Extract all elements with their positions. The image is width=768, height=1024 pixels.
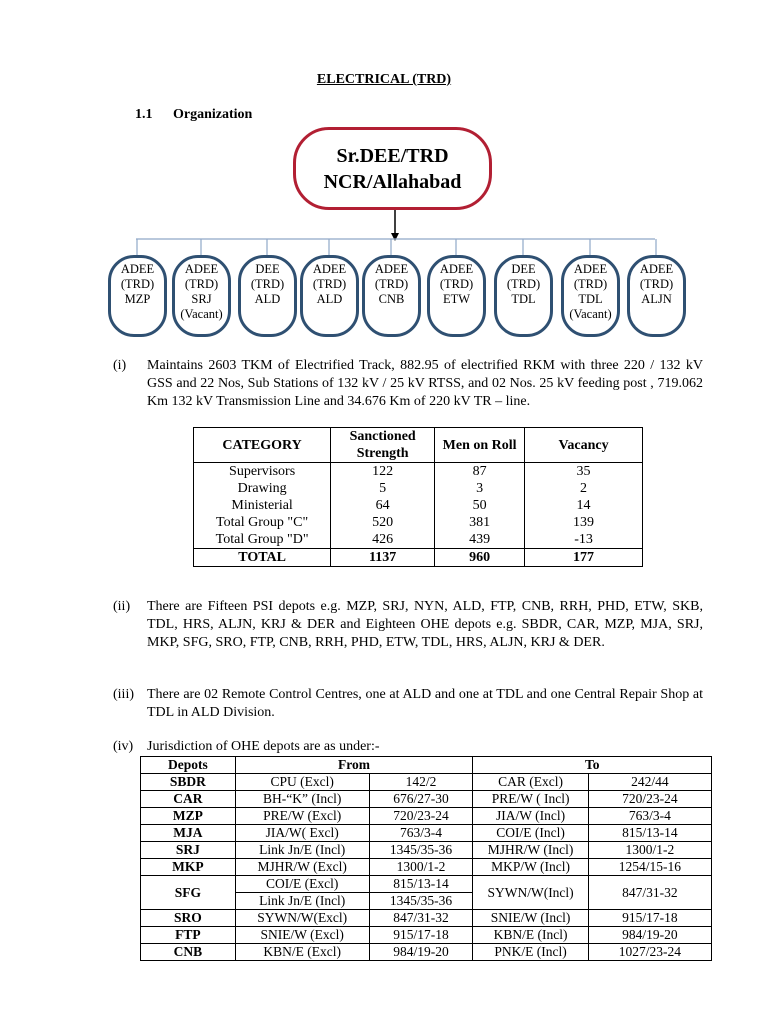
table-row: [141, 825, 712, 842]
org-node-line: (TRD): [374, 277, 409, 291]
org-node-7: [561, 255, 620, 337]
to-km-cell: 720/23-24: [588, 791, 711, 808]
depot-cell: CAR: [141, 791, 236, 808]
org-root-line1: Sr.DEE/TRD: [336, 144, 449, 167]
org-node-line: DEE: [255, 262, 280, 276]
table-cell: 426: [331, 531, 435, 549]
from-km-cell: 1300/1-2: [369, 859, 473, 876]
org-root-box: [293, 127, 492, 210]
header-sanctioned: Sanctioned Strength: [331, 428, 435, 463]
table-row: [141, 842, 712, 859]
to-location-cell: SNIE/W (Incl): [473, 910, 588, 927]
depot-cell: SBDR: [141, 774, 236, 791]
jurisdiction-table-header: [141, 757, 712, 774]
org-node-line: TDL: [578, 292, 603, 306]
from-km-cell: 847/31-32: [369, 910, 473, 927]
header-to: To: [473, 757, 712, 774]
org-node-line: ALD: [254, 292, 281, 306]
org-node-line: (Vacant): [180, 307, 223, 321]
table-row: [141, 808, 712, 825]
org-node-8: [627, 255, 686, 337]
table-row: [194, 463, 643, 481]
org-chart-drop-lines: [137, 239, 656, 256]
from-km-cell: 1345/35-36: [369, 842, 473, 859]
to-location-cell: JIA/W (Incl): [473, 808, 588, 825]
table-cell: 3: [435, 480, 525, 497]
table-cell: 64: [331, 497, 435, 514]
table-row: [141, 910, 712, 927]
org-node-line: MZP: [124, 292, 151, 306]
org-node-4: [362, 255, 421, 337]
section-title: Organization: [173, 107, 253, 122]
table-row: [194, 497, 643, 514]
org-node-5: [427, 255, 486, 337]
to-location-cell: MJHR/W (Incl): [473, 842, 588, 859]
org-node-line: SRJ: [191, 292, 212, 306]
to-km-cell: 815/13-14: [588, 825, 711, 842]
to-km-cell: 763/3-4: [588, 808, 711, 825]
org-node-1: [172, 255, 231, 337]
from-location-cell: SNIE/W (Excl): [235, 927, 369, 944]
org-node-line: ETW: [442, 292, 471, 306]
from-location-cell: JIA/W( Excl): [235, 825, 369, 842]
header-depots: Depots: [141, 757, 236, 774]
org-node-line: (TRD): [639, 277, 674, 291]
to-km-cell: 1300/1-2: [588, 842, 711, 859]
jurisdiction-table-body: [141, 774, 712, 961]
table-cell: 2: [525, 480, 643, 497]
table-row: [141, 944, 712, 961]
org-node-line: ADEE: [374, 262, 409, 276]
org-node-2: [238, 255, 297, 337]
table-cell: -13: [525, 531, 643, 549]
table-row: [141, 876, 712, 893]
from-location-cell: SYWN/W(Excl): [235, 910, 369, 927]
to-km-cell: 1027/23-24: [588, 944, 711, 961]
org-node-line: ADEE: [639, 262, 674, 276]
from-km-cell: 763/3-4: [369, 825, 473, 842]
from-location-cell: KBN/E (Excl): [235, 944, 369, 961]
table-cell: 139: [525, 514, 643, 531]
org-node-6: [494, 255, 553, 337]
table-row: [141, 927, 712, 944]
org-node-line: ADEE: [120, 262, 155, 276]
org-node-line: ALJN: [641, 292, 672, 306]
org-node-line: (TRD): [439, 277, 474, 291]
category-table-body: [194, 463, 643, 567]
from-location-cell: BH-“K” (Incl): [235, 791, 369, 808]
org-node-line: (TRD): [120, 277, 155, 291]
table-cell: 87: [435, 463, 525, 481]
depot-cell: CNB: [141, 944, 236, 961]
table-cell: 35: [525, 463, 643, 481]
org-node-line: CNB: [378, 292, 405, 306]
table-row: [194, 480, 643, 497]
org-node-line: (TRD): [573, 277, 608, 291]
table-cell: 5: [331, 480, 435, 497]
table-cell: 439: [435, 531, 525, 549]
table-cell: Supervisors: [194, 463, 331, 481]
from-km-cell: 984/19-20: [369, 944, 473, 961]
total-cell: 1137: [331, 549, 435, 567]
root-arrow-head: [391, 233, 399, 241]
to-km-cell: 984/19-20: [588, 927, 711, 944]
paragraph-marker: (iii): [113, 687, 134, 702]
org-node-line: (Vacant): [569, 307, 612, 321]
to-location-cell: SYWN/W(Incl): [473, 876, 588, 910]
depot-cell: SRJ: [141, 842, 236, 859]
from-km-cell: 676/27-30: [369, 791, 473, 808]
org-node-line: ADEE: [573, 262, 608, 276]
org-node-0: [108, 255, 167, 337]
total-cell: 960: [435, 549, 525, 567]
org-node-line: TDL: [511, 292, 536, 306]
total-row: [194, 549, 643, 567]
table-cell: Drawing: [194, 480, 331, 497]
category-table: [193, 427, 643, 567]
header-vacancy: Vacancy: [525, 428, 643, 463]
from-location-cell: COI/E (Excl): [235, 876, 369, 893]
table-cell: 520: [331, 514, 435, 531]
depot-cell: SRO: [141, 910, 236, 927]
section-number: 1.1: [135, 107, 153, 122]
to-km-cell: 242/44: [588, 774, 711, 791]
to-location-cell: CAR (Excl): [473, 774, 588, 791]
to-location-cell: PRE/W ( Incl): [473, 791, 588, 808]
table-cell: Total Group "D": [194, 531, 331, 549]
org-node-3: [300, 255, 359, 337]
document-title: ELECTRICAL (TRD): [316, 72, 452, 87]
org-node-line: (TRD): [506, 277, 541, 291]
depot-cell: FTP: [141, 927, 236, 944]
from-km-cell: 915/17-18: [369, 927, 473, 944]
table-cell: 50: [435, 497, 525, 514]
paragraph-text: Maintains 2603 TKM of Electrified Track, 882.95 of electrified RKM with three 220 / 132 kV GSS and 22 Nos, Sub Stations of 132 kV / 25 kV RTSS, and 02 Nos. 25 kV feeding post , 719.062 Km 132 kV Transmission Line and 34.676 Km of 220 kV TR – line.: [147, 358, 703, 409]
table-row: [141, 774, 712, 791]
header-category: CATEGORY: [194, 428, 331, 463]
paragraph-ii: [113, 598, 703, 652]
depot-cell: MKP: [141, 859, 236, 876]
table-row: [194, 514, 643, 531]
paragraph-marker: (i): [113, 358, 127, 373]
header-from: From: [235, 757, 473, 774]
org-node-line: (TRD): [184, 277, 219, 291]
table-row: [194, 531, 643, 549]
org-node-line: ADEE: [312, 262, 347, 276]
table-cell: 381: [435, 514, 525, 531]
jurisdiction-table: [140, 756, 712, 961]
from-km-cell: 720/23-24: [369, 808, 473, 825]
from-location-cell: CPU (Excl): [235, 774, 369, 791]
from-km-cell: 1345/35-36: [369, 893, 473, 910]
table-cell: Ministerial: [194, 497, 331, 514]
paragraph-text: Jurisdiction of OHE depots are as under:-: [147, 739, 380, 754]
from-location-cell: MJHR/W (Excl): [235, 859, 369, 876]
paragraph-text: There are Fifteen PSI depots e.g. MZP, SRJ, NYN, ALD, FTP, CNB, RRH, PHD, ETW, SKB, TDL, HRS, ALJN, KRJ & DER and Eighteen OHE depots e.g. SBDR, CAR, MZP, MJA, SRJ, MKP, SFG, SRO, FTP, CNB, RRH, PHD, ETW, TDL, HRS, ALJN, KRJ & DER.: [147, 599, 703, 650]
table-cell: Total Group "C": [194, 514, 331, 531]
paragraph-iii: [113, 686, 703, 722]
paragraph-text: There are 02 Remote Control Centres, one at ALD and one at TDL and one Central Repair Shop at TDL in ALD Division.: [147, 687, 703, 720]
table-row: [141, 859, 712, 876]
to-km-cell: 915/17-18: [588, 910, 711, 927]
table-cell: 122: [331, 463, 435, 481]
from-km-cell: 815/13-14: [369, 876, 473, 893]
org-node-line: ADEE: [184, 262, 219, 276]
paragraph-i: [113, 357, 703, 411]
org-node-line: (TRD): [250, 277, 285, 291]
category-table-header: [194, 428, 643, 463]
total-cell: 177: [525, 549, 643, 567]
header-men-on-roll: Men on Roll: [435, 428, 525, 463]
paragraph-iv: [113, 738, 703, 756]
from-km-cell: 142/2: [369, 774, 473, 791]
to-km-cell: 847/31-32: [588, 876, 711, 910]
from-location-cell: Link Jn/E (Incl): [235, 893, 369, 910]
depot-cell: SFG: [141, 876, 236, 910]
table-cell: 14: [525, 497, 643, 514]
to-location-cell: PNK/E (Incl): [473, 944, 588, 961]
from-location-cell: Link Jn/E (Incl): [235, 842, 369, 859]
paragraph-marker: (ii): [113, 599, 131, 614]
paragraph-marker: (iv): [113, 739, 134, 754]
total-cell: TOTAL: [194, 549, 331, 567]
table-row: [141, 791, 712, 808]
depot-cell: MZP: [141, 808, 236, 825]
from-location-cell: PRE/W (Excl): [235, 808, 369, 825]
to-location-cell: COI/E (Incl): [473, 825, 588, 842]
to-location-cell: KBN/E (Incl): [473, 927, 588, 944]
org-node-line: ALD: [316, 292, 343, 306]
depot-cell: MJA: [141, 825, 236, 842]
org-root-line2: NCR/Allahabad: [323, 170, 462, 193]
org-node-line: ADEE: [439, 262, 474, 276]
org-node-line: DEE: [511, 262, 536, 276]
org-node-line: (TRD): [312, 277, 347, 291]
to-location-cell: MKP/W (Incl): [473, 859, 588, 876]
to-km-cell: 1254/15-16: [588, 859, 711, 876]
